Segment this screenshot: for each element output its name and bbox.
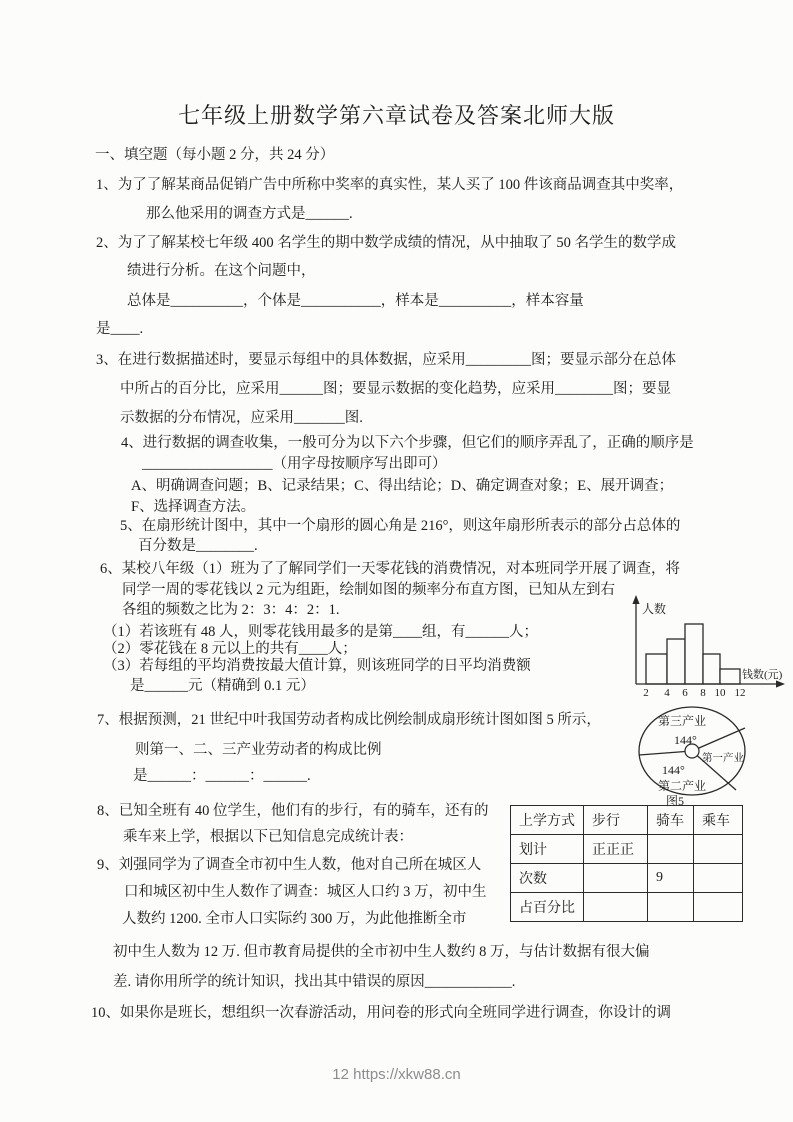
q9-line4: 初中生人数为 12 万. 但市教育局提供的全市初中生人数约 8 万，与估计数据有很大偏 [113, 944, 650, 960]
histogram-bar [720, 669, 740, 684]
q6-line2: 同学一周的零花钱以 2 元为组距，绘制如图的频率分布直方图，已知从左到右 [122, 582, 615, 598]
y-axis-arrow-icon [632, 595, 639, 604]
x-axis-arrow-icon [776, 680, 785, 687]
q5-line2: 百分数是________. [138, 538, 258, 554]
q6-line5: （2）零花钱在 8 元以上的共有____人； [103, 641, 357, 657]
histogram-tick: 10 [714, 687, 726, 699]
q5-line1: 5、在扇形统计图中，其中一个扇形的圆心角是 216°，则这年扇形所表示的部分占总体的 [120, 518, 681, 534]
histogram-ylabel: 人数 [642, 602, 667, 616]
q9-line2: 口和城区初中生人数作了调查：城区人口约 3 万，初中生 [124, 884, 487, 900]
table-cell: 乘车 [694, 806, 743, 835]
q6-line1: 6、某校八年级（1）班为了了解同学们一天零花钱的消费情况，对本班同学开展了调查，将 [100, 561, 680, 577]
q7-line2: 则第一、二、三产业劳动者的构成比例 [135, 742, 382, 758]
q6-line7: 是______元（精确到 0.1 元） [130, 678, 315, 694]
q1-line2: 那么他采用的调查方式是______. [146, 206, 353, 222]
histogram-figure [628, 594, 793, 706]
pie-label-sector2: 第二产业 [658, 779, 707, 793]
table-row [511, 864, 743, 893]
q4-line2: __________________（用字母按顺序写出即可） [142, 456, 447, 472]
histogram-bar [703, 654, 720, 684]
q4-line4: F、选择调查方法。 [131, 499, 256, 515]
histogram-bar [646, 654, 667, 684]
table-cell: 上学方式 [511, 806, 584, 835]
q9-line3: 人数约 1200. 全市人口实际约 300 万，为此他推断全市 [122, 911, 467, 927]
pie-label-angle-top: 144° [674, 733, 697, 747]
pie-label-sector3: 第三产业 [658, 714, 707, 728]
histogram-tick: 12 [734, 687, 746, 699]
q3-line3: 示数据的分布情况，应采用_______图. [120, 410, 363, 426]
histogram-bars [646, 624, 740, 684]
table-cell [648, 835, 694, 864]
table-cell: 正正正 [584, 835, 648, 864]
q6-line6: （3）若每组的平均消费按最大值计算，则该班同学的日平均消费额 [103, 658, 531, 674]
q2-line1: 2、为了了解某校七年级 400 名学生的期中数学成绩的情况，从中抽取了 50 名学生的数学成 [96, 235, 676, 251]
table-cell: 次数 [511, 864, 584, 893]
q2-line2: 绩进行分析。在这个问题中， [127, 263, 316, 279]
q6-line4: （1）若该班有 48 人，则零花钱用最多的是第____组，有______人； [103, 624, 538, 640]
table-row [511, 893, 743, 922]
table-row [511, 806, 743, 835]
q7-line3: 是______：______：______. [133, 768, 311, 784]
q3-line2: 中所占的百分比，应采用______图；要显示数据的变化趋势，应采用________图；要显 [120, 381, 671, 397]
q3-line1: 3、在进行数据描述时，要显示每组中的具体数据，应采用_________图；要显示部分在总体 [96, 352, 676, 368]
histogram-bar [667, 639, 685, 684]
page-title: 七年级上册数学第六章试卷及答案北师大版 [177, 103, 615, 128]
pie-figure-caption: 图5 [666, 794, 685, 808]
q2-line4: 是____. [96, 321, 144, 337]
table-cell: 划计 [511, 835, 584, 864]
table-cell: 骑车 [648, 806, 694, 835]
table-cell [648, 893, 694, 922]
pie-label-angle-bottom: 144° [662, 763, 685, 777]
q9-line5: 差. 请你用所学的统计知识，找出其中错误的原因____________. [113, 974, 516, 990]
table-row [511, 835, 743, 864]
section1-heading: 一、填空题（每小题 2 分，共 24 分） [95, 147, 335, 163]
commute-stats-table [510, 805, 743, 922]
histogram-xlabel: 钱数(元) [742, 669, 783, 681]
table-cell: 9 [648, 864, 694, 893]
table-cell [584, 893, 648, 922]
q7-line1: 7、根据预测，21 世纪中叶我国劳动者构成比例绘制成扇形统计图如图 5 所示， [97, 712, 601, 728]
q2-line3: 总体是__________，个体是___________，样本是__________，样本容量 [127, 293, 584, 309]
table-cell [694, 835, 743, 864]
q9-line1: 9、刘强同学为了调查全市初中生人数，他对自己所在城区人 [97, 857, 482, 873]
q4-line3: A、明确调查问题；B、记录结果；C、得出结论；D、确定调查对象；E、展开调查； [131, 478, 674, 494]
table-cell: 占百分比 [511, 893, 584, 922]
table-cell [694, 893, 743, 922]
pie-label-sector1: 第一产业 [702, 753, 744, 764]
histogram-tick: 4 [664, 687, 670, 699]
q8-line1: 8、已知全班有 40 位学生，他们有的步行，有的骑车，还有的 [97, 803, 489, 819]
histogram-tick: 6 [682, 687, 688, 699]
histogram-tick: 8 [700, 687, 706, 699]
q6-line3: 各组的频数之比为 2：3：4：2：1. [122, 602, 340, 618]
table-cell [584, 864, 648, 893]
q4-line1: 4、进行数据的调查收集，一般可分为以下六个步骤，但它们的顺序弄乱了，正确的顺序是 [121, 435, 694, 451]
q10-line1: 10、如果你是班长，想组织一次春游活动，用问卷的形式向全班同学进行调查，你设计的调 [91, 1005, 671, 1021]
table-cell [694, 864, 743, 893]
q1-line1: 1、为了了解某商品促销广告中所称中奖率的真实性，某人买了 100 件该商品调查其中奖率， [96, 177, 684, 193]
page-footer: 12 https://xkw88.cn [332, 1066, 461, 1083]
histogram-tick: 2 [643, 687, 649, 699]
q8-line2: 乘车来上学，根据以下已知信息完成统计表： [123, 829, 413, 845]
pie-chart-figure [630, 698, 792, 810]
histogram-bar [685, 624, 703, 684]
table-cell: 步行 [584, 806, 648, 835]
